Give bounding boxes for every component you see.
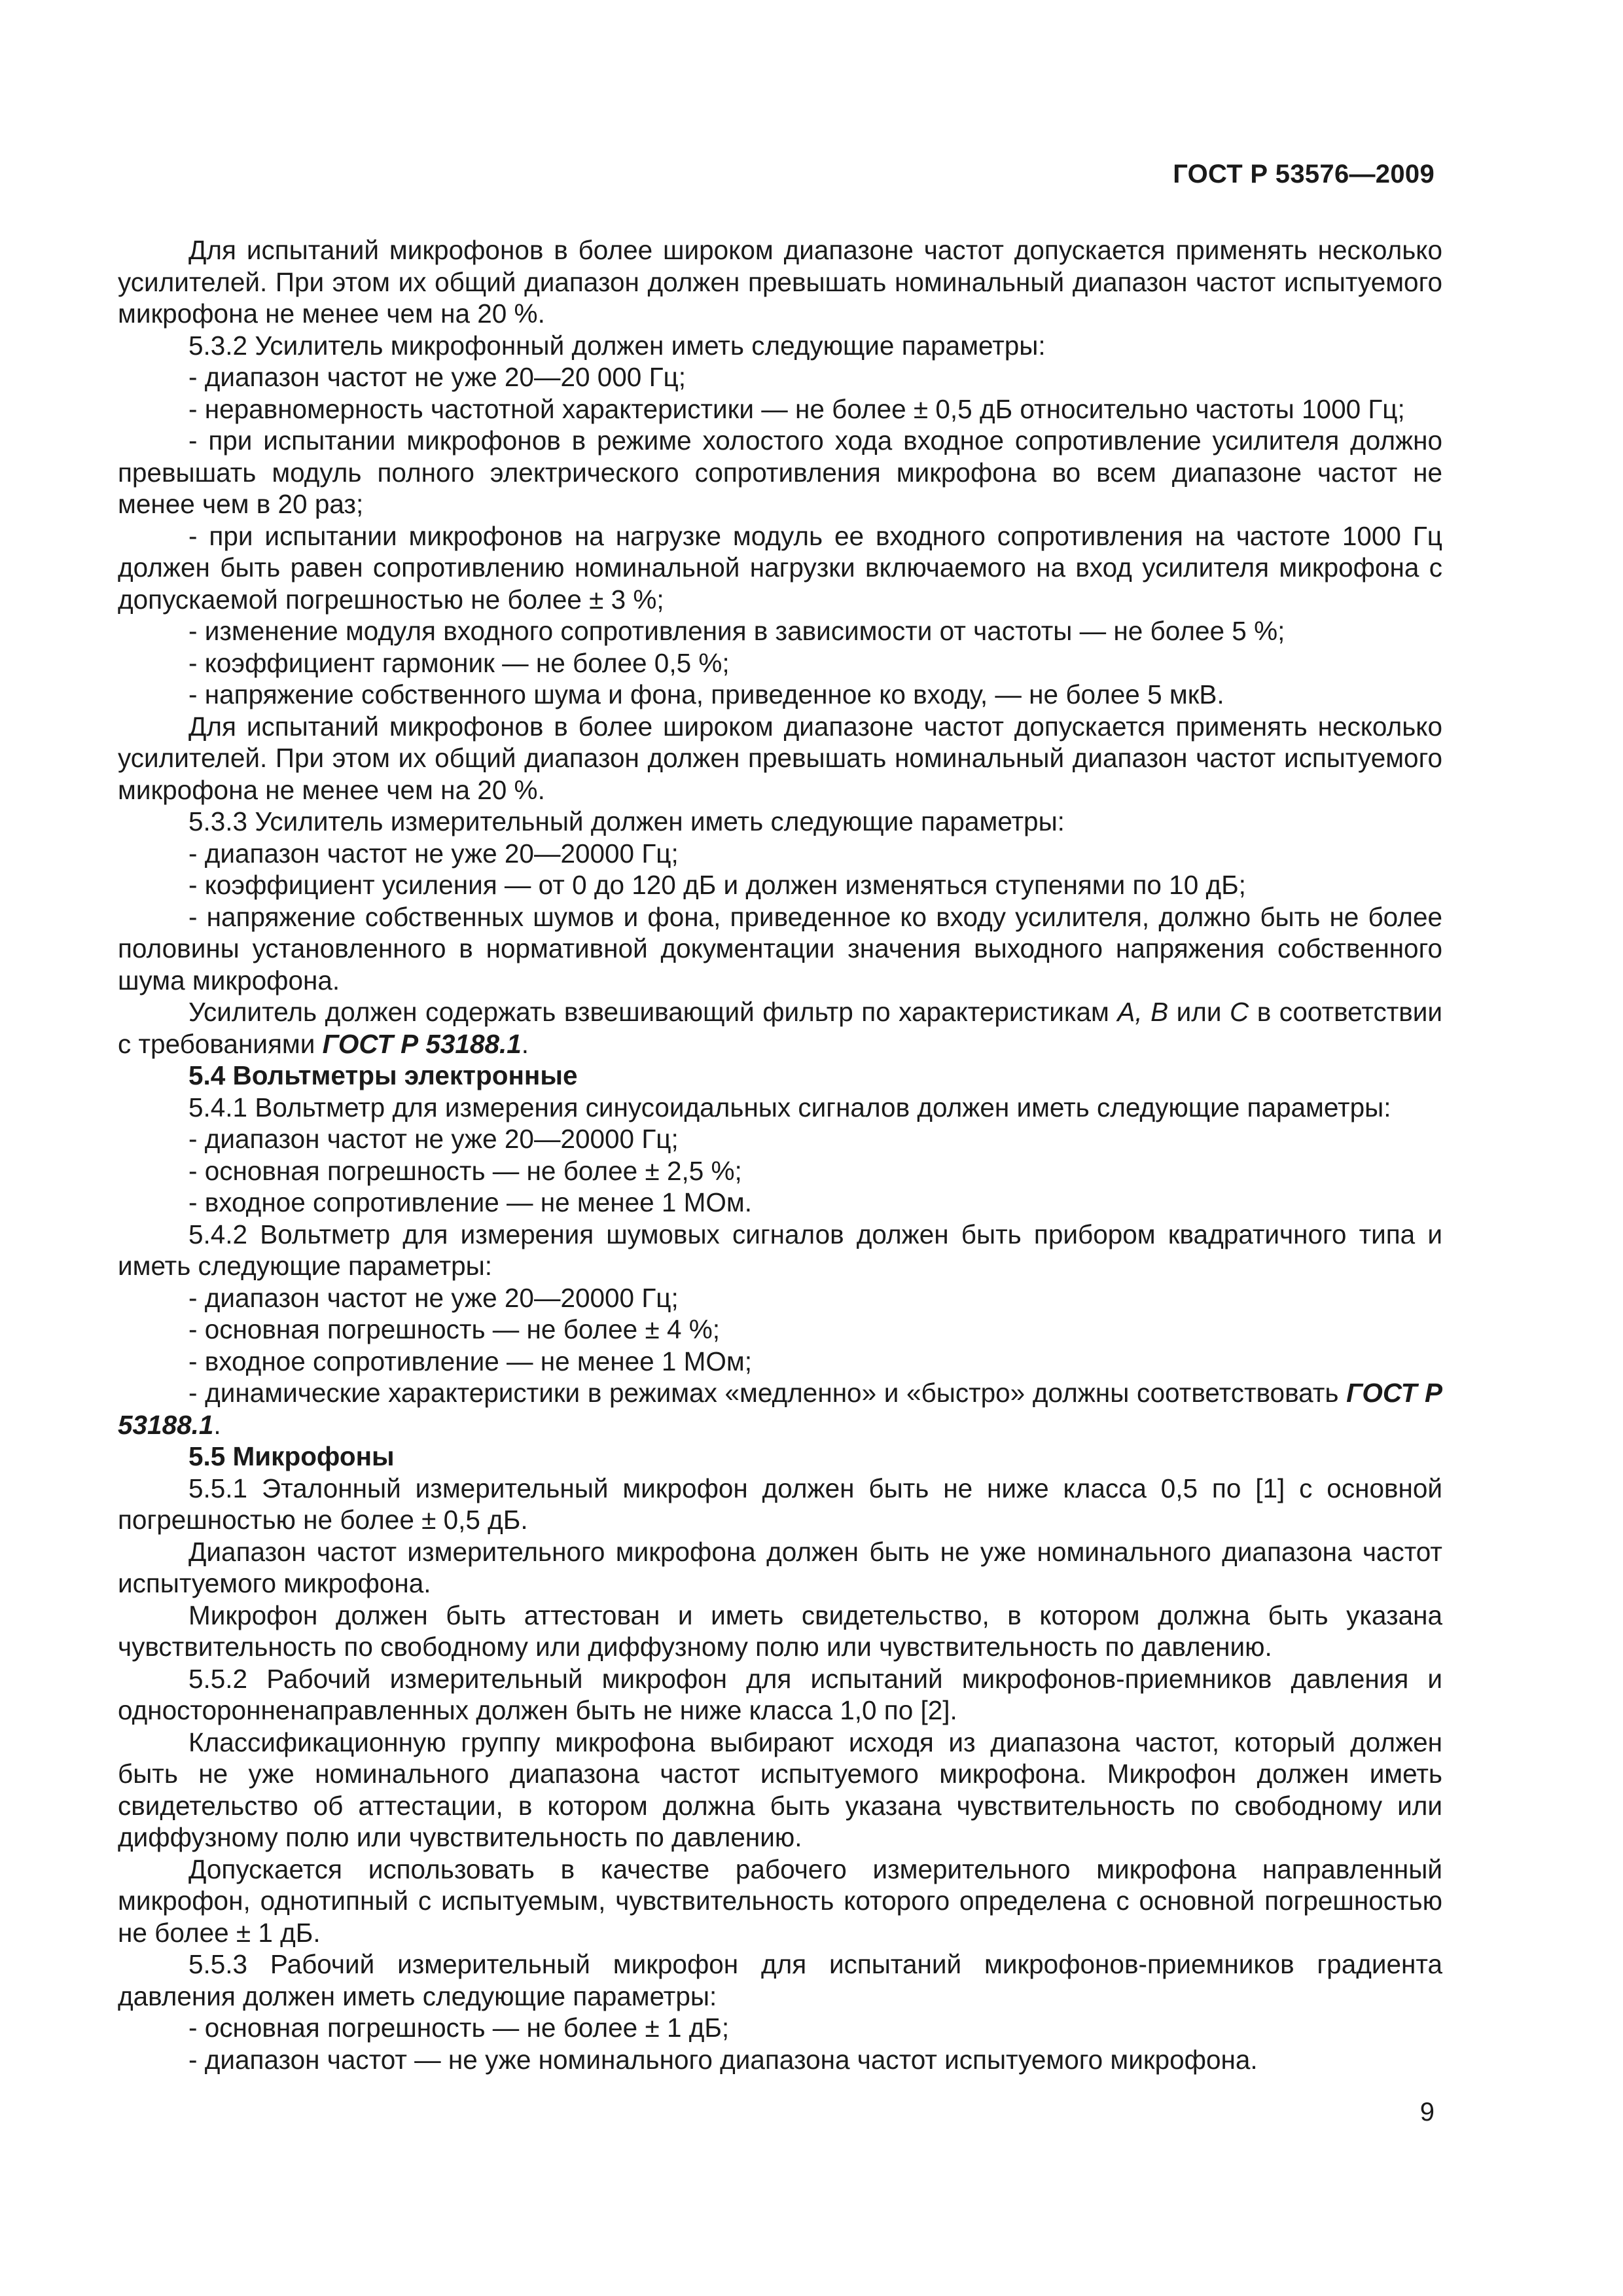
list-item: - основная погрешность — не более ± 4 %;	[188, 1314, 720, 1344]
text-run: в соответствии с требованиями	[118, 997, 1443, 1059]
text-run: или	[1168, 997, 1230, 1027]
list-item	[118, 1377, 1442, 1441]
page-number: 9	[1419, 2098, 1435, 2126]
paragraph	[118, 996, 1442, 1060]
list-item: - диапазон частот не уже 20—20000 Гц;	[188, 1124, 679, 1154]
clause-5-5-2: 5.5.2 Рабочий измерительный микрофон для испытаний микрофонов-приемников давления и односторонненаправленных должен быть не ниже класса 1,0 по [2].	[118, 1663, 1442, 1725]
paragraph: Для испытаний микрофонов в более широком диапазоне частот допускается применять несколько усилителей. При этом их общий диапазон должен превышать номинальный диапазон частот испытуемого микрофона не менее чем на 20 %.	[118, 711, 1442, 805]
section-heading-5-5: 5.5 Микрофоны	[188, 1441, 395, 1471]
list-item: - входное сопротивление — не менее 1 МОм.	[188, 1187, 753, 1217]
paragraph: Диапазон частот измерительного микрофона должен быть не уже номинального диапазона частот испытуемого микрофона.	[118, 1536, 1442, 1598]
list-item: - коэффициент гармоник — не более 0,5 %;	[188, 647, 730, 678]
list-item: - диапазон частот не уже 20—20000 Гц;	[188, 1282, 679, 1313]
clause-5-3-3: 5.3.3 Усилитель измерительный должен иметь следующие параметры:	[188, 806, 1065, 836]
text-run: .	[521, 1028, 529, 1059]
list-item: - неравномерность частотной характеристики — не более ± 0,5 дБ относительно частоты 1000 Гц;	[188, 393, 1405, 424]
text-run: - динамические характеристики в режимах «медленно» и «быстро» должны соответствовать	[188, 1378, 1347, 1408]
list-item: - изменение модуля входного сопротивления в зависимости от частоты — не более 5 %;	[188, 616, 1285, 646]
standard-reference: ГОСТ Р 53188.1	[322, 1028, 522, 1059]
clause-5-4-1: 5.4.1 Вольтметр для измерения синусоидальных сигналов должен иметь следующие параметры:	[188, 1092, 1391, 1122]
document-body	[118, 234, 1442, 2075]
standard-designation: ГОСТ Р 53576—2009	[1173, 160, 1435, 188]
text-run: .	[213, 1409, 221, 1440]
list-item: - основная погрешность — не более ± 1 дБ;	[188, 2013, 730, 2043]
list-item: - коэффициент усиления — от 0 до 120 дБ и должен изменяться ступенями по 10 дБ;	[188, 870, 1246, 900]
paragraph: Микрофон должен быть аттестован и иметь свидетельство, в котором должна быть указана чувствительность по свободному или диффузному полю или чувствительность по давлению.	[118, 1600, 1442, 1662]
list-item: - диапазон частот не уже 20—20 000 Гц;	[188, 362, 686, 392]
clause-5-3-2: 5.3.2 Усилитель микрофонный должен иметь следующие параметры:	[188, 330, 1046, 361]
paragraph: Классификационную группу микрофона выбирают исходя из диапазона частот, который должен быть не уже номинального диапазона частот испытуемого микрофона. Микрофон должен иметь свидетельство об аттестации, в котором должна быть указана чувствительность по свободному или диффузному полю или чувствительность по давлению.	[118, 1727, 1442, 1852]
list-item: - напряжение собственных шумов и фона, приведенное ко входу усилителя, должно быть не более половины установленного в нормативной документации значения выходного напряжения собственного шума микрофона.	[118, 901, 1442, 996]
text-run-italic: C	[1229, 997, 1249, 1027]
text-run-italic: A, B	[1117, 997, 1169, 1027]
clause-5-5-1: 5.5.1 Эталонный измерительный микрофон должен быть не ниже класса 0,5 по [1] с основной погрешностью не более ± 0,5 дБ.	[118, 1473, 1442, 1535]
list-item: - диапазон частот — не уже номинального диапазона частот испытуемого микрофона.	[188, 2044, 1258, 2075]
standard-reference: ГОСТ Р 53188.1	[118, 1378, 1442, 1440]
text-run: Усилитель должен содержать взвешивающий фильтр по характеристикам	[188, 997, 1118, 1027]
list-item: - при испытании микрофонов на нагрузке модуль ее входного сопротивления на частоте 1000 Гц должен быть равен сопротивлению номинальной нагрузки включаемого на вход усилителя микрофона с допускаемой погрешностью не более ± 3 %;	[118, 520, 1442, 615]
paragraph: Допускается использовать в качестве рабочего измерительного микрофона направленный микрофон, однотипный с испытуемым, чувствительность которого определена с основной погрешностью не более ± 1 дБ.	[118, 1854, 1442, 1948]
clause-5-5-3: 5.5.3 Рабочий измерительный микрофон для испытаний микрофонов-приемников градиента давления должен иметь следующие параметры:	[118, 1949, 1442, 2011]
clause-5-4-2: 5.4.2 Вольтметр для измерения шумовых сигналов должен быть прибором квадратичного типа и иметь следующие параметры:	[118, 1219, 1442, 1281]
section-heading-5-4: 5.4 Вольтметры электронные	[188, 1060, 578, 1090]
paragraph: Для испытаний микрофонов в более широком диапазоне частот допускается применять несколько усилителей. При этом их общий диапазон должен превышать номинальный диапазон частот испытуемого микрофона не менее чем на 20 %.	[118, 235, 1442, 329]
list-item: - входное сопротивление — не менее 1 МОм;	[188, 1346, 753, 1376]
list-item: - основная погрешность — не более ± 2,5 %;	[188, 1155, 742, 1186]
list-item: - диапазон частот не уже 20—20000 Гц;	[188, 838, 679, 869]
list-item: - при испытании микрофонов в режиме холостого хода входное сопротивление усилителя должно превышать модуль полного электрического сопротивления микрофона во всем диапазоне частот не менее чем в 20 раз;	[118, 425, 1442, 519]
list-item: - напряжение собственного шума и фона, приведенное ко входу, — не более 5 мкВ.	[188, 679, 1224, 709]
